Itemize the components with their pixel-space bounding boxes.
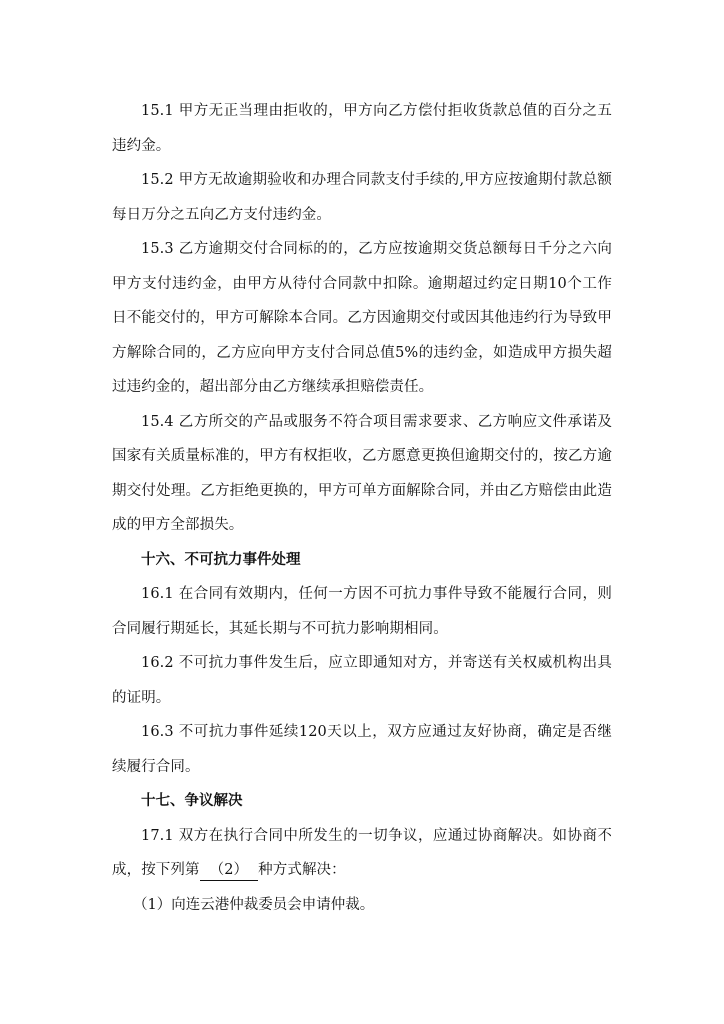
clause-17-1-blank: （2） [200, 860, 259, 881]
clause-16-3: 16.3 不可抗力事件延续120天以上，双方应通过友好协商，确定是否继续履行合同。 [112, 724, 612, 775]
clause-15-4: 15.4 乙方所交的产品或服务不符合项目需求要求、乙方响应文件承诺及国家有关质量标准的，甲方有权拒收，乙方愿意更换但逾期交付的，按乙方逾期交付处理。乙方拒绝更换的，甲方可单方面解除合同，并由乙方赔偿由此造成的甲方全部损失。 [112, 413, 612, 533]
clause-15-3: 15.3 乙方逾期交付合同标的的，乙方应按逾期交货总额每日千分之六向甲方支付违约金，由甲方从待付合同款中扣除。逾期超过约定日期10个工作日不能交付的，甲方可解除本合同。乙方因逾期交付或因其他违约行为导致甲方解除合同的，乙方应向甲方支付合同总值5%的违约金，如造成甲方损失超过违约金的，超出部分由乙方继续承担赔偿责任。 [112, 241, 612, 395]
clause-17-1 [112, 819, 612, 888]
section-heading-17: 十七、争议解决 [141, 793, 243, 809]
section-heading-16: 十六、不可抗力事件处理 [141, 551, 301, 568]
clause-16-1: 16.1 在合同有效期内，任何一方因不可抗力事件导致不能履行合同，则合同履行期延长，其延长期与不可抗力影响期相同。 [112, 586, 612, 637]
clause-15-2: 15.2 甲方无故逾期验收和办理合同款支付手续的,甲方应按逾期付款总额每日万分之五向乙方支付违约金。 [112, 172, 612, 223]
contract-body [112, 94, 612, 922]
clause-17-1-text: 17.1 双方在执行合同中所发生的一切争议，应通过协商解决。如协商不成，按下列第 [112, 827, 612, 878]
dispute-option-1: （1）向连云港仲裁委员会申请仲裁。 [133, 896, 375, 913]
clause-16-2: 16.2 不可抗力事件发生后，应立即通知对方，并寄送有关权威机构出具的证明。 [112, 655, 612, 706]
clause-17-1-tail: 种方式解决： [258, 862, 346, 878]
clause-15-1: 15.1 甲方无正当理由拒收的，甲方向乙方偿付拒收货款总值的百分之五违约金。 [112, 103, 612, 154]
